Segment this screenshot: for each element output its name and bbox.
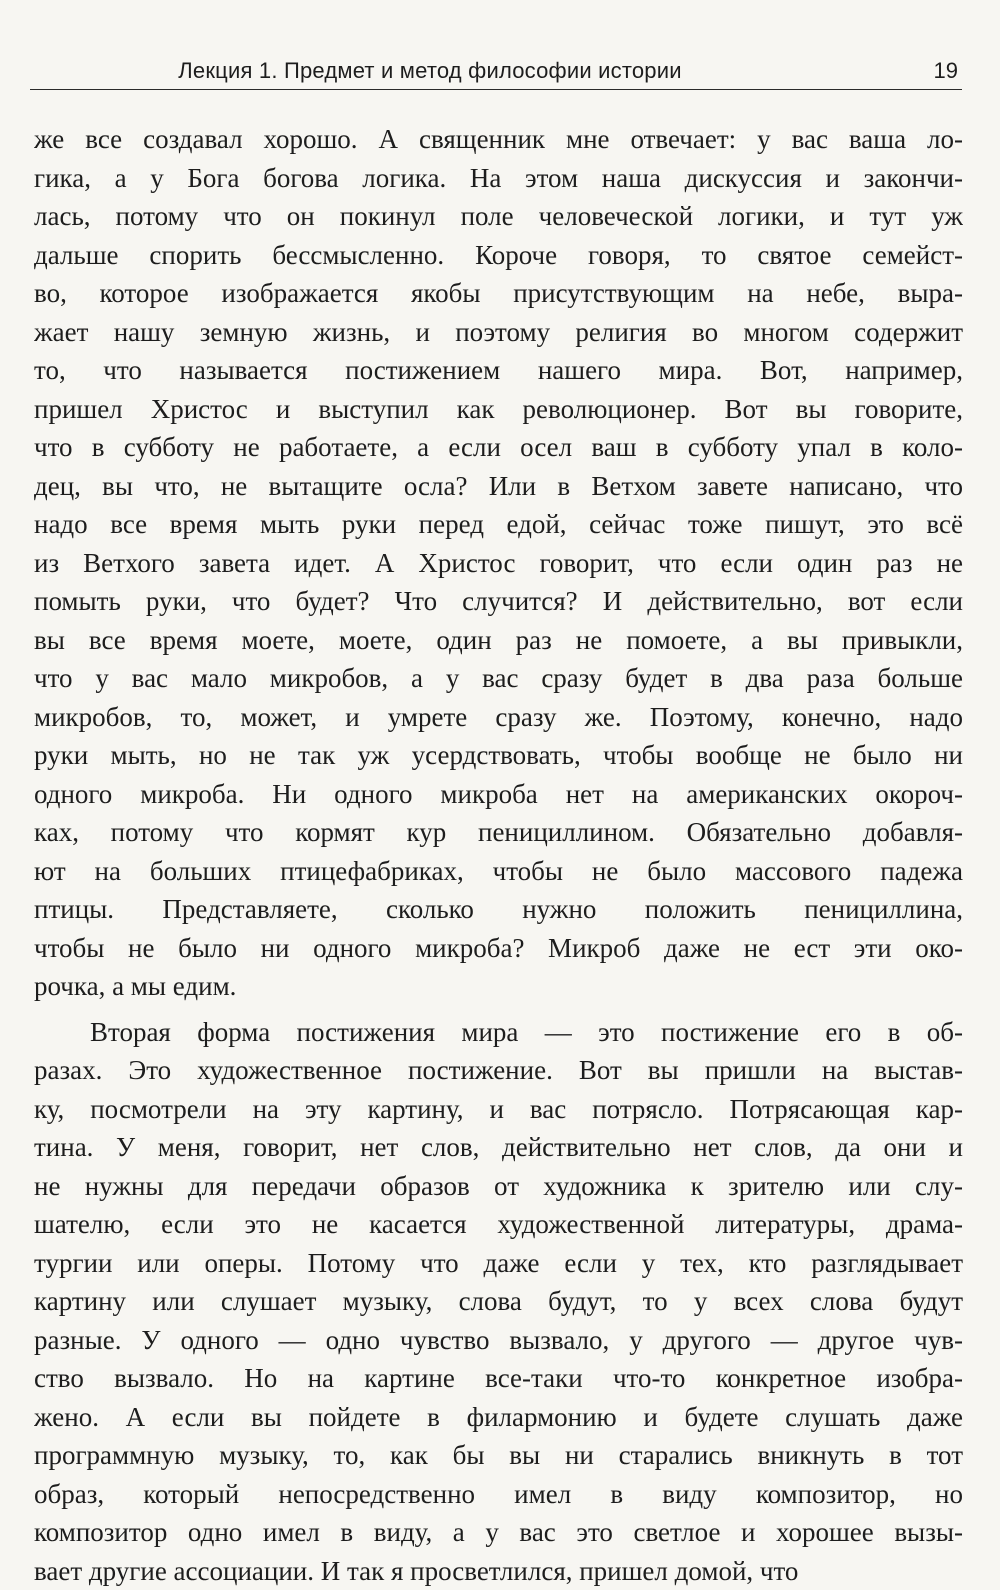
text-line: ют на больших птицефабриках, чтобы не было массового падежа (34, 852, 963, 891)
text-line: вы все время моете, моете, один раз не помоете, а вы привыкли, (34, 621, 963, 660)
text-line: ках, потому что кормят кур пенициллином. Обязательно добавля- (34, 813, 963, 852)
text-line: тургии или оперы. Потому что даже если у тех, кто разглядывает (34, 1244, 963, 1283)
text-line: пришел Христос и выступил как революционер. Вот вы говорите, (34, 390, 963, 429)
paragraph-gap (34, 1006, 963, 1013)
text-line: ство вызвало. Но на картине все-таки что-то конкретное изобра- (34, 1359, 963, 1398)
text-line: картину или слушает музыку, слова будут, то у всех слова будут (34, 1282, 963, 1321)
text-line: дальше спорить бессмысленно. Короче говоря, то святое семейст- (34, 236, 963, 275)
text-line: образ, который непосредственно имел в виду композитор, но (34, 1475, 963, 1514)
text-line: вает другие ассоциации. И так я просветлился, пришел домой, что (34, 1552, 963, 1590)
text-line: не нужны для передачи образов от художника к зрителю или слу- (34, 1167, 963, 1206)
text-line: композитор одно имел в виду, а у вас это светлое и хорошее вызы- (34, 1513, 963, 1552)
text-line: из Ветхого завета идет. А Христос говорит, что если один раз не (34, 544, 963, 583)
text-line: ку, посмотрели на эту картину, и вас потрясло. Потрясающая кар- (34, 1090, 963, 1129)
text-line: то, что называется постижением нашего мира. Вот, например, (34, 351, 963, 390)
body-text (34, 120, 963, 1590)
running-head (30, 55, 962, 90)
text-line: жает нашу земную жизнь, и поэтому религия во многом содержит (34, 313, 963, 352)
text-line: что в субботу не работаете, а если осел ваш в субботу упал в коло- (34, 428, 963, 467)
running-title: Лекция 1. Предмет и метод философии истории (30, 58, 830, 84)
text-line: надо все время мыть руки перед едой, сейчас тоже пишут, это всё (34, 505, 963, 544)
text-line: что у вас мало микробов, а у вас сразу будет в два раза больше (34, 659, 963, 698)
text-line: во, которое изображается якобы присутствующим на небе, выра- (34, 274, 963, 313)
text-line: одного микроба. Ни одного микроба нет на американских окороч- (34, 775, 963, 814)
text-line: Вторая форма постижения мира — это постижение его в об- (34, 1013, 963, 1052)
text-line: шателю, если это не касается художественной литературы, драма- (34, 1205, 963, 1244)
text-line: рочка, а мы едим. (34, 967, 963, 1006)
text-line: микробов, то, может, и умрете сразу же. Поэтому, конечно, надо (34, 698, 963, 737)
text-line: же все создавал хорошо. А священник мне отвечает: у вас ваша ло- (34, 120, 963, 159)
text-line: тина. У меня, говорит, нет слов, действительно нет слов, да они и (34, 1128, 963, 1167)
text-line: птицы. Представляете, сколько нужно положить пенициллина, (34, 890, 963, 929)
paragraph-1 (34, 120, 963, 1006)
paragraph-2 (34, 1013, 963, 1590)
text-line: разах. Это художественное постижение. Вот вы пришли на выстав- (34, 1051, 963, 1090)
text-line: разные. У одного — одно чувство вызвало, у другого — другое чув- (34, 1321, 963, 1360)
text-line: помыть руки, что будет? Что случится? И действительно, вот если (34, 582, 963, 621)
text-line: чтобы не было ни одного микроба? Микроб даже не ест эти око- (34, 929, 963, 968)
text-line: лась, потому что он покинул поле человеческой логики, и тут уж (34, 197, 963, 236)
text-line: программную музыку, то, как бы вы ни старались вникнуть в тот (34, 1436, 963, 1475)
text-line: руки мыть, но не так уж усердствовать, чтобы вообще не было ни (34, 736, 963, 775)
page-number: 19 (934, 58, 958, 84)
text-line: жено. А если вы пойдете в филармонию и будете слушать даже (34, 1398, 963, 1437)
text-line: гика, а у Бога богова логика. На этом наша дискуссия и закончи- (34, 159, 963, 198)
text-line: дец, вы что, не вытащите осла? Или в Ветхом завете написано, что (34, 467, 963, 506)
